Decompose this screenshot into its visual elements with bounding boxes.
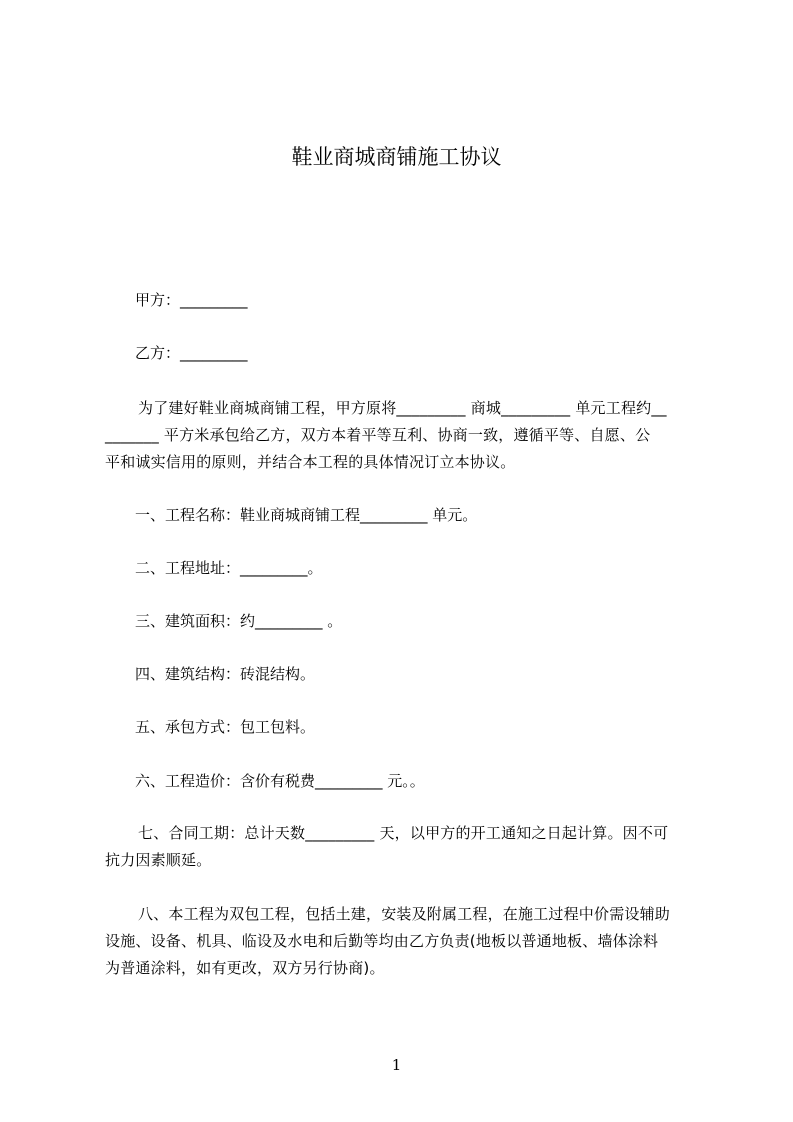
party-a-line: 甲方：_________ — [135, 291, 248, 309]
clause-project-cost: 六、工程造价：含价有税费_________ 元。。 — [135, 772, 425, 790]
clause-double-contract-line-2: 设施、设备、机具、临设及水电和后勤等均由乙方负责(地板以普通地板、墙体涂料 — [105, 932, 659, 950]
intro-line-1: 为了建好鞋业商城商铺工程，甲方原将_________ 商城_________ 单元工程约__ — [138, 399, 667, 417]
clause-double-contract-line-3: 为普通涂料，如有更改，双方另行协商)。 — [105, 959, 385, 977]
page-number: 1 — [391, 1056, 402, 1074]
clause-building-structure: 四、建筑结构：砖混结构。 — [135, 665, 316, 683]
clause-contract-period-line-1: 七、合同工期：总计天数_________ 天，以甲方的开工通知之日起计算。因不可 — [138, 824, 669, 842]
intro-paragraph — [105, 395, 705, 476]
clause-double-contract — [105, 901, 705, 982]
clause-contract-period-line-2: 抗力因素顺延。 — [105, 851, 212, 869]
intro-line-2: _______ 平方米承包给乙方，双方本着平等互利、协商一致，遵循平等、自愿、公 — [105, 426, 651, 444]
clause-project-address: 二、工程地址：_________。 — [135, 559, 323, 577]
clause-contract-method: 五、承包方式：包工包料。 — [135, 718, 316, 736]
clause-double-contract-line-1: 八、本工程为双包工程，包括土建，安装及附属工程，在施工过程中价需设辅助 — [138, 905, 671, 923]
clause-building-area: 三、建筑面积：约_________ 。 — [135, 612, 343, 630]
intro-line-3: 平和诚实信用的原则，并结合本工程的具体情况订立本协议。 — [105, 453, 516, 471]
clause-contract-period — [105, 820, 705, 874]
document-title: 鞋业商城商铺施工协议 — [291, 145, 502, 169]
clause-project-name: 一、工程名称：鞋业商城商铺工程_________ 单元。 — [135, 506, 478, 524]
party-b-line: 乙方：_________ — [135, 344, 248, 362]
